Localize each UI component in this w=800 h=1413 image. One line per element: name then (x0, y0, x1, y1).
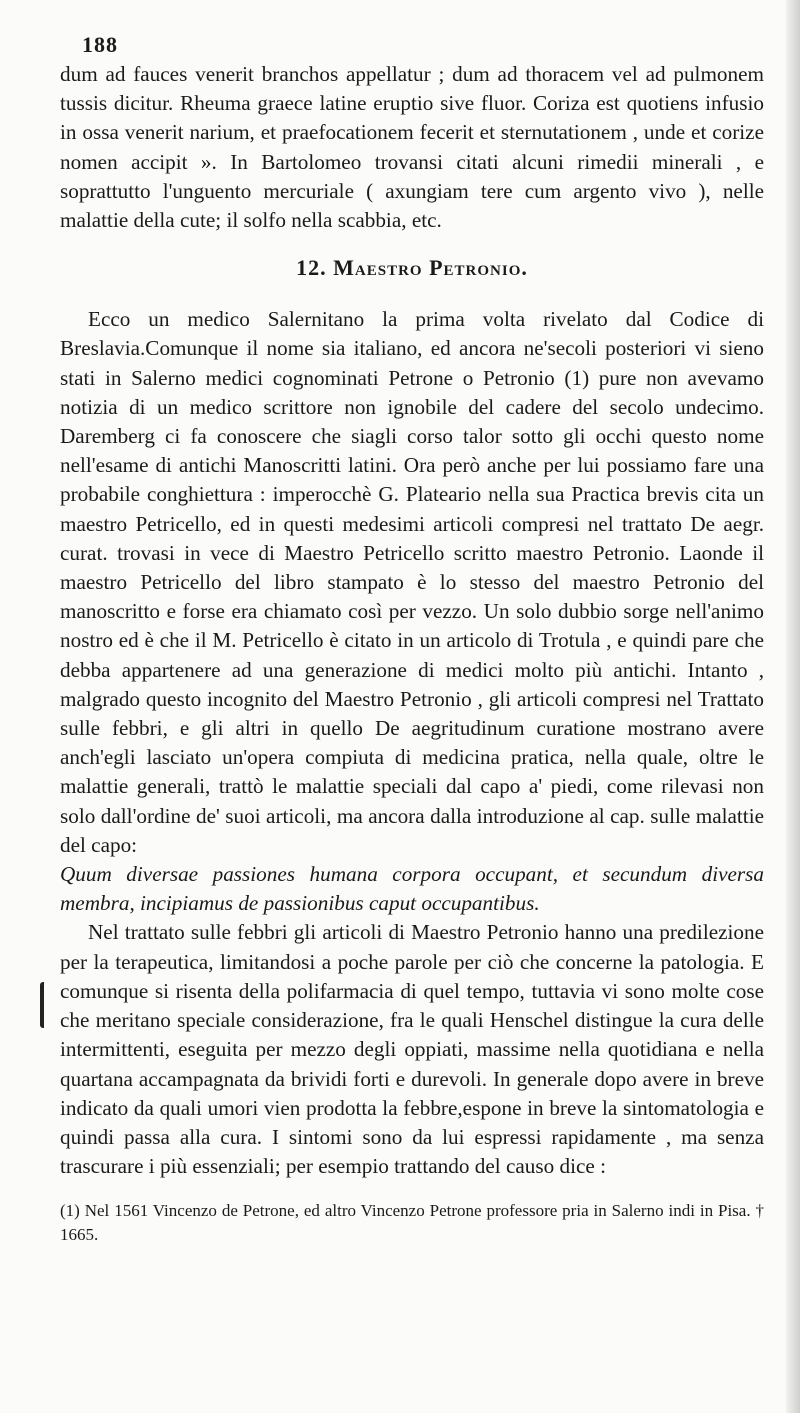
latin-quote: Quum diversae passiones humana corpora occupant, et secundum diversa membra, incipiamus de passionibus caput occupantibus. (60, 862, 764, 916)
section-heading: 12. Maestro Petronio. (296, 255, 528, 281)
paragraph-petronio: Ecco un medico Salernitano la prima volta rivelato dal Codice di Breslavia.Comunque il nome sia italiano, ed ancora ne'secoli posteriori vi sieno stati in Salerno medici cognominati Petrone o Petronio (1) pure non avevamo notizia di un medico scrittore non ignobile del cadere del secolo undecimo. Daremberg ci fa conoscere che siagli corso talor sotto gli occhi questo nome nell'esame di antichi Manoscritti latini. Ora però anche per lui possiamo fare una probabile conghiettura : imperocchè G. Plateario nella sua Practica brevis cita un maestro Petricello, ed in questi medesimi articoli compresi nel trattato De aegr. curat. trovasi in vece di Maestro Petricello scritto maestro Petronio. Laonde il maestro Petricello del libro stampato è lo stesso del maestro Petronio del manoscritto e forse era chiamato così per vezzo. Un solo dubbio sorge nell'animo nostro ed è che il M. Petricello è citato in un articolo di Trotula , e quindi pare che debba appartenere ad una generazione di medici molto più antichi. Intanto , malgrado questo incognito del Maestro Petronio , gli articoli compresi nel Trattato sulle febbri, e gli altri in quello De aegritudinum curatione mostrano avere anch'egli lasciato un'opera compiuta di medicina pratica, nella quale, oltre le malattie generali, trattò le malattie speciali dal capo a' piedi, come rilevasi non solo dall'ordine de' suoi articoli, ma ancora dalla introduzione al cap. sulle malattie del capo: (60, 307, 764, 857)
paragraph-continuation: dum ad fauces venerit branchos appellatur ; dum ad thoracem vel ad pulmonem tussis dicitur. Rheuma graece latine eruptio sive fluor. Coriza est quotiens infusio in ossa venerit narium, et praefocationem fecerit et sternutationem , unde et corize nomen accipit ». In Bartolomeo trovansi citati alcuni rimedii minerali , e soprattutto l'unguento mercuriale ( axungiam tere cum argento vivo ), nelle malattie della cute; il solfo nella scabbia, etc. (60, 62, 764, 233)
paragraph-febbri: Nel trattato sulle febbri gli articoli di Maestro Petronio hanno una predilezione per la terapeutica, limitandosi a poche parole per ciò che concerne la patologia. E comunque si risenta della polifarmacia di quel tempo, tuttavia vi sono molte cose che meritano speciale considerazione, fra le quali Henschel distingue la cura delle intermittenti, eseguita per mezzo degli oppiati, massime nella quotidiana e nella quartana accampagnata da brividi forti e durevoli. In generale dopo avere in breve indicato da quali umori vien prodotta la febbre,espone in breve la sintomatologia e quindi passa alla cura. I sintomi sono da lui espressi rapidamente , ma senza trascurare i più essenziali; per esempio trattando del causo dice : (60, 920, 764, 1179)
body-text (60, 60, 764, 1181)
footnote: (1) Nel 1561 Vincenzo de Petrone, ed altro Vincenzo Petrone professore pria in Salerno indi in Pisa. † 1665. (60, 1201, 764, 1245)
page-number: 188 (82, 32, 118, 57)
margin-bracket-mark (40, 982, 50, 1028)
